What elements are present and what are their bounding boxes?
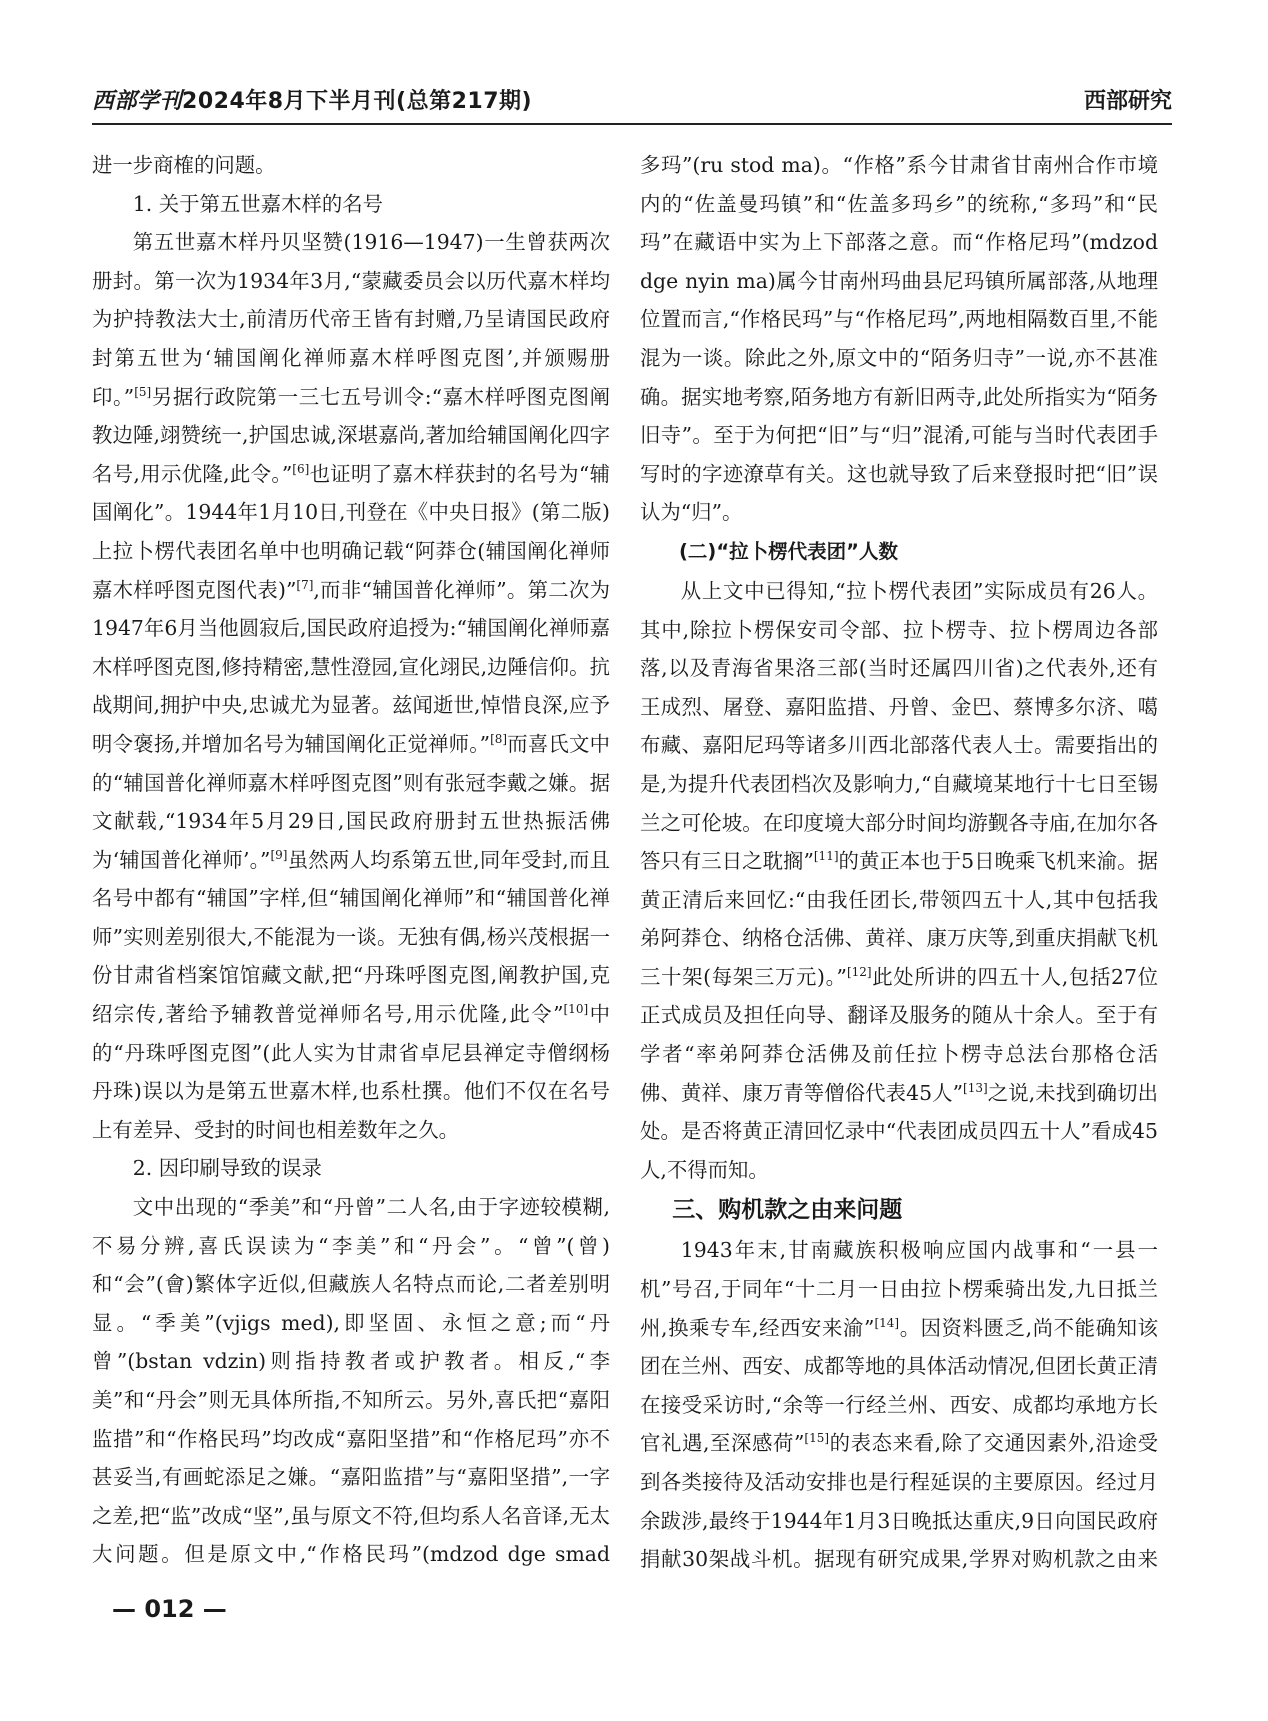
citation: [11] — [813, 849, 839, 864]
paragraph: 第五世嘉木样丹贝坚赞(1916—1947)一生曾获两次册封。第一次为1934年3月,“蒙藏委员会以历代嘉木样均为护持教法大士,前清历代帝王皆有封赠,乃呈请国民政府封第五世为‘辅国阐化禅师嘉木样呼图克图’,并颁赐册印。”[5]另据行政院第一三七五号训令:“嘉木样呼图克图阐教边陲,翊赞统一,护国忠诚,深堪嘉尚,著加给辅国阐化四字名号,用示优隆,此令。”[6]也证明了嘉木样获封的名号为“辅国阐化”。1944年1月10日,刊登在《中央日报》(第二版)上拉卜楞代表团名单中也明确记载“阿莽仓(辅国阐化禅师嘉木样呼图克图代表)”[7],而非“辅国普化禅师”。第二次为1947年6月当他圆寂后,国民政府追授为:“辅国阐化禅师嘉木样呼图克图,修持精密,慧性澄园,宣化翊民,边陲信仰。抗战期间,拥护中央,忠诚尤为显著。兹闻逝世,悼惜良深,应予明令褒扬,并增加名号为辅国阐化正觉禅师。”[8]而喜氏文中的“辅国普化禅师嘉木样呼图克图”则有张冠李戴之嫌。据文献载,“1934年5月29日,国民政府册封五世热振活佛为‘辅国普化禅师’。”[9]虽然两人均系第五世,同年受封,而且名号中都有“辅国”字样,但“辅国阐化禅师”和“辅国普化禅师”实则差别很大,不能混为一谈。无独有偶,杨兴茂根据一份甘肃省档案馆馆藏文献,把“丹珠呼图克图,阐教护国,克绍宗传,著给予辅教普觉禅师名号,用示优隆,此令”[10]中的“丹珠呼图克图”(此人实为甘肃省卓尼县禅定寺僧纲杨丹珠)误以为是第五世嘉木样,也系杜撰。他们不仅在名号上有差异、受封的时间也相差数年之久。 — [92, 230, 610, 1142]
paragraph: 进一步商榷的问题。 — [92, 153, 276, 177]
header-divider — [92, 123, 1172, 125]
citation: [14] — [874, 1315, 900, 1330]
citation: [7] — [296, 577, 314, 592]
issue-info: 2024年8月下半月刊(总第217期) — [182, 89, 533, 114]
section-heading: 三、购机款之由来问题 — [672, 1197, 903, 1224]
section-name: 西部研究 — [1083, 89, 1172, 114]
citation: [12] — [846, 965, 872, 980]
right-column — [640, 146, 1158, 1571]
paragraph: 文中出现的“季美”和“丹曾”二人名,由于字迹较模糊,不易分辨,喜氏误读为“李美”和“丹会”。“曾”(曾)和“会”(會)繁体字近似,但藏族人名特点而论,二者差别明显。“季美”(vjigs med),即坚固、永恒之意;而“丹曾”(bstan vdzin)则指持教者或护教者。相反,“李美”和“丹会”则无具体所指,不知所云。另外,喜氏把“嘉阳监措”和“作格民玛”均改成“嘉阳坚措”和“作格尼玛”亦不甚妥当,有画蛇添足之嫌。“嘉阳监措”与“嘉阳坚措”,一字之差,把“监”改成“坚”,虽与原文不符,但均系人名音译,无太大问题。但是原文中,“作格民玛”(mdzod dge smad — [92, 1195, 610, 1567]
journal-issue-line — [92, 84, 532, 115]
citation: [8] — [490, 732, 508, 747]
subheading: 2. 因印刷导致的误录 — [132, 1156, 322, 1181]
citation: [5] — [134, 384, 152, 399]
left-column — [92, 146, 610, 1571]
citation: [15] — [804, 1431, 830, 1446]
paragraph: 多玛”(ru stod ma)。“作格”系今甘肃省甘南州合作市境内的“佐盖曼玛镇”和“佐盖多玛乡”的统称,“多玛”和“民玛”在藏语中实为上下部落之意。而“作格尼玛”(mdzod dge nyin ma)属今甘南州玛曲县尼玛镇所属部落,从地理位置而言,“作格民玛”与“作格尼玛”,两地相隔数百里,不能混为一谈。除此之外,原文中的“陌务归寺”一说,亦不甚准确。据实地考察,陌务地方有新旧两寺,此处所指实为“陌务旧寺”。至于为何把“旧”与“归”混淆,可能与当时代表团手写时的字迹潦草有关。这也就导致了后来登报时把“旧”误认为“归”。 — [640, 153, 1158, 525]
page-number: — 012 — — [112, 1595, 227, 1623]
running-header — [92, 84, 1172, 120]
paragraph: 1943年末,甘南藏族积极响应国内战事和“一县一机”号召,于同年“十二月一日由拉卜楞乘骑出发,九日抵兰州,换乘专车,经西安来渝”[14]。因资料匮乏,尚不能确知该团在兰州、西安、成都等地的具体活动情况,但团长黄正清在接受采访时,“余等一行经兰州、西安、成都均承地方长官礼遇,至深感荷”[15]的表态来看,除了交通因素外,沿途受到各类接待及活动安排也是行程延误的主要原因。经过月余跋涉,最终于1944年1月3日晚抵达重庆,9日向国民政府捐献30架战斗机。据现有研究成果,学界对购机款之由来 — [640, 1238, 1158, 1571]
section-heading: (二)“拉卜楞代表团”人数 — [679, 539, 898, 563]
journal-logo: 西部学刊 — [92, 88, 183, 114]
subheading: 1. 关于第五世嘉木样的名号 — [132, 191, 384, 216]
paragraph: 从上文中已得知,“拉卜楞代表团”实际成员有26人。其中,除拉卜楞保安司令部、拉卜楞寺、拉卜楞周边各部落,以及青海省果洛三部(当时还属四川省)之代表外,还有王成烈、屠登、嘉阳监措、丹曾、金巴、蔡博多尔济、噶布藏、嘉阳尼玛等诸多川西北部落代表人士。需要指出的是,为提升代表团档次及影响力,“自藏境某地行十七日至锡兰之可伦坡。在印度境大部分时间均游觐各寺庙,在加尔各答只有三日之耽搁”[11]的黄正本也于5日晚乘飞机来渝。据黄正清后来回忆:“由我任团长,带领四五十人,其中包括我弟阿莽仓、纳格仓活佛、黄祥、康万庆等,到重庆捐献飞机三十架(每架三万元)。”[12]此处所讲的四五十人,包括27位正式成员及担任向导、翻译及服务的随从十余人。至于有学者“率弟阿莽仓活佛及前任拉卜楞寺总法台那格仓活佛、黄祥、康万青等僧俗代表45人”[13]之说,未找到确切出处。是否将黄正清回忆录中“代表团成员四五十人”看成45人,不得而知。 — [640, 578, 1158, 1182]
citation: [6] — [292, 461, 310, 476]
citation: [9] — [270, 847, 288, 862]
citation: [13] — [963, 1080, 988, 1095]
citation: [10] — [563, 1002, 589, 1017]
